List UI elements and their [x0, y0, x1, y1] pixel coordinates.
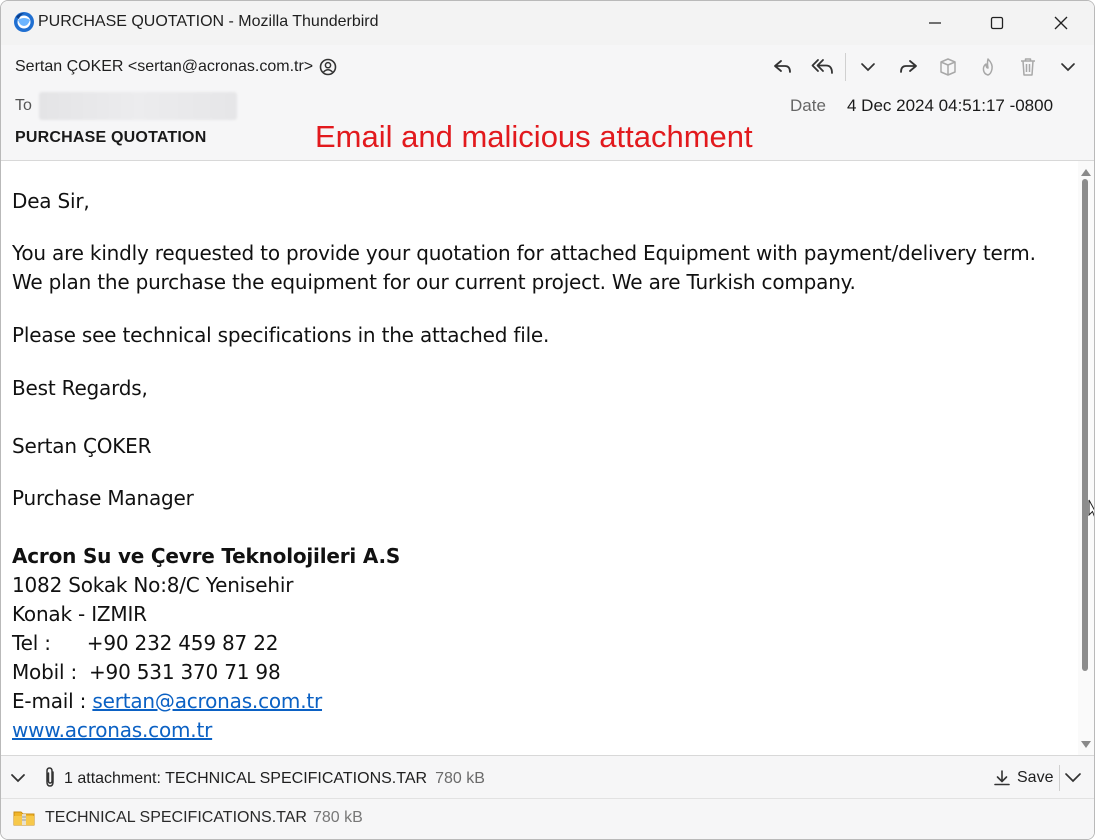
toolbar-separator — [845, 53, 846, 81]
paperclip-icon — [41, 766, 59, 788]
attachment-summary-text: 1 attachment: TECHNICAL SPECIFICATIONS.TAR — [64, 770, 428, 787]
attachment-item-size: 780 kB — [312, 809, 363, 826]
signature-name: Sertan ÇOKER — [12, 434, 152, 458]
save-separator — [1059, 765, 1060, 791]
signature-mobil — [12, 660, 280, 684]
scroll-thumb[interactable] — [1082, 179, 1088, 671]
archive-button[interactable] — [928, 53, 968, 81]
maximize-icon — [990, 16, 1004, 30]
mouse-cursor-icon — [1088, 499, 1095, 521]
signature-position: Purchase Manager — [12, 486, 194, 510]
body-paragraph: Please see technical specifications in the attached file. — [12, 323, 550, 347]
subject: PURCHASE QUOTATION — [15, 129, 207, 146]
reply-options-button[interactable] — [848, 53, 888, 81]
scroll-up-arrow[interactable] — [1081, 169, 1091, 176]
attachment-bar — [1, 755, 1094, 799]
minimize-icon — [928, 16, 942, 30]
signature-company: Acron Su ve Çevre Teknolojileri A.S — [12, 544, 401, 568]
mobil-label: Mobil : — [12, 660, 77, 684]
reply-button[interactable] — [763, 53, 803, 81]
title-bar — [1, 1, 1094, 45]
attachment-item[interactable] — [13, 809, 363, 827]
signature-city: Konak - IZMIR — [12, 602, 147, 626]
website-link[interactable]: www.acronas.com.tr — [12, 718, 213, 742]
to-label: To — [15, 97, 32, 114]
signature-address: 1082 Sokak No:8/C Yenisehir — [12, 573, 294, 597]
maximize-button[interactable] — [974, 7, 1020, 39]
archive-file-icon — [13, 809, 35, 827]
mobil-number: +90 531 370 71 98 — [89, 660, 281, 684]
signature-website — [12, 718, 212, 742]
reply-all-icon — [811, 57, 835, 77]
scroll-down-arrow[interactable] — [1081, 741, 1091, 748]
download-icon — [993, 769, 1011, 787]
signature-email — [12, 689, 322, 713]
reply-icon — [773, 58, 793, 76]
from-address[interactable]: Sertan ÇOKER <sertan@acronas.com.tr> — [15, 58, 314, 75]
attachment-toggle-icon[interactable] — [9, 769, 27, 787]
save-label: Save — [1017, 769, 1054, 786]
attachment-item-name: TECHNICAL SPECIFICATIONS.TAR — [45, 809, 307, 826]
message-body — [1, 161, 1078, 755]
thunderbird-icon — [13, 11, 35, 33]
email-link[interactable]: sertan@acronas.com.tr — [92, 689, 323, 713]
from-field[interactable] — [15, 58, 337, 76]
attachment-summary[interactable] — [64, 770, 485, 788]
date-value: 4 Dec 2024 04:51:17 -0800 — [847, 96, 1054, 115]
reply-all-button[interactable] — [803, 53, 843, 81]
save-options-chevron-icon[interactable] — [1063, 769, 1083, 787]
signature-tel — [12, 631, 278, 655]
delete-button[interactable] — [1008, 53, 1048, 81]
more-icon — [1060, 62, 1076, 72]
contact-icon[interactable] — [319, 58, 337, 76]
tel-number: +90 232 459 87 22 — [86, 631, 279, 655]
message-header — [1, 45, 1094, 161]
body-paragraph-line: You are kindly requested to provide your quotation for attached Equipment with payment/delivery term. — [12, 241, 1036, 265]
forward-button[interactable] — [888, 53, 928, 81]
annotation-label: Email and malicious attachment — [315, 119, 753, 154]
body-scrollbar[interactable] — [1078, 161, 1095, 755]
close-icon — [1054, 16, 1068, 30]
junk-icon — [979, 57, 997, 77]
to-address-redacted — [39, 92, 237, 120]
closing: Best Regards, — [12, 376, 148, 400]
greeting: Dea Sir, — [12, 189, 90, 213]
more-button[interactable] — [1048, 53, 1088, 81]
email-label: E-mail : — [12, 689, 87, 713]
date-label: Date — [790, 96, 826, 115]
trash-icon — [1019, 57, 1037, 77]
minimize-button[interactable] — [912, 7, 958, 39]
forward-icon — [898, 58, 918, 76]
attachment-summary-size: 780 kB — [435, 770, 485, 787]
save-button[interactable] — [993, 766, 1053, 790]
tel-label: Tel : — [12, 631, 51, 655]
attachment-list — [1, 799, 1094, 840]
junk-button[interactable] — [968, 53, 1008, 81]
message-toolbar — [763, 53, 1088, 81]
window-title: PURCHASE QUOTATION - Mozilla Thunderbird — [38, 13, 379, 30]
chevron-down-icon — [860, 62, 876, 72]
body-paragraph-line: We plan the purchase the equipment for our current project. We are Turkish company. — [12, 270, 856, 294]
archive-icon — [938, 57, 958, 77]
close-button[interactable] — [1038, 7, 1084, 39]
